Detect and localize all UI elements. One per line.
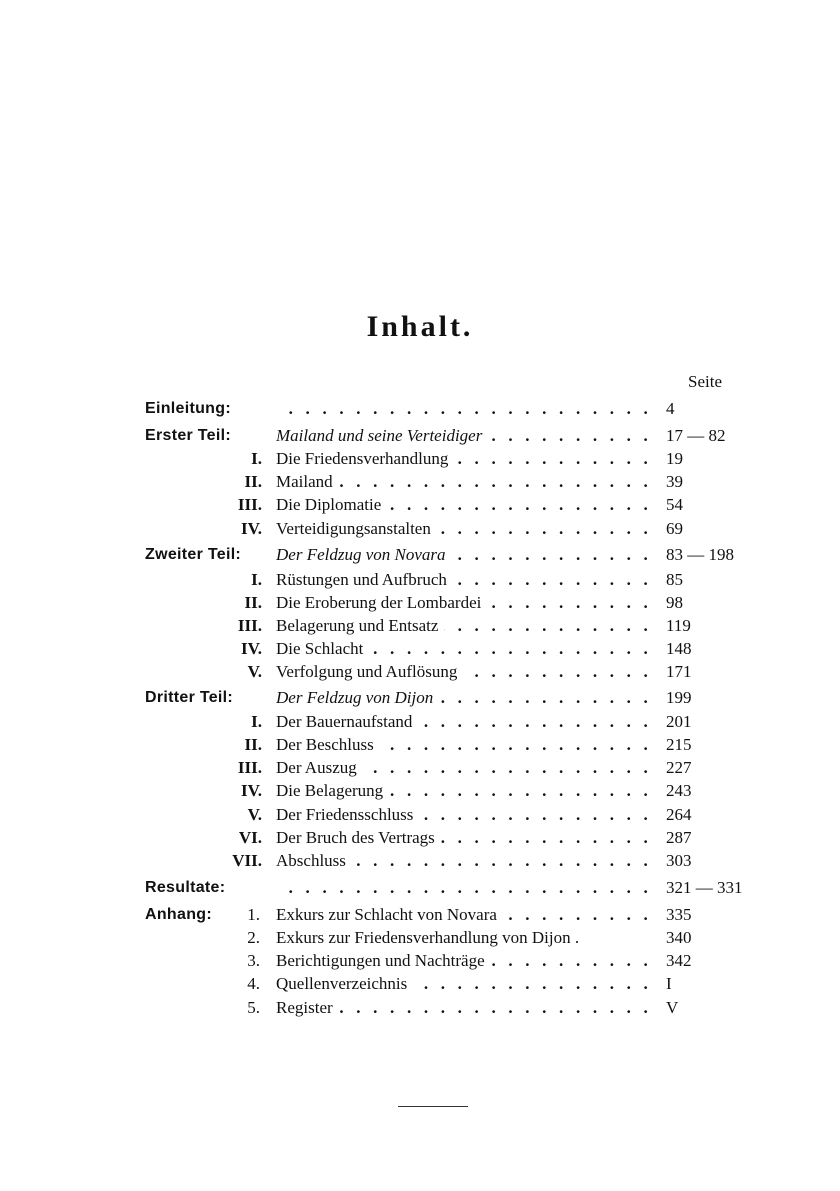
toc-page-number: 17 — 82 xyxy=(666,426,726,445)
toc-entry-title: Der Bauernaufstand xyxy=(276,712,418,731)
toc-row xyxy=(0,661,840,683)
toc-page-number: 83 — 198 xyxy=(666,545,734,564)
toc-chapter-number: II. xyxy=(244,735,262,754)
toc-page-number: 199 xyxy=(666,688,692,707)
toc-page-number: 4 xyxy=(666,399,675,418)
toc-row xyxy=(0,448,840,470)
toc-entry xyxy=(276,592,652,614)
toc-page-number: 54 xyxy=(666,495,683,514)
toc-entry-title: Rüstungen und Aufbruch xyxy=(276,570,453,589)
toc-row xyxy=(0,877,840,899)
toc-entry xyxy=(276,544,652,566)
toc-entry xyxy=(276,661,652,683)
toc-chapter-number: 1. xyxy=(247,905,260,924)
toc-page-number: 342 xyxy=(666,951,692,970)
toc-entry xyxy=(276,927,585,949)
toc-chapter-number: III. xyxy=(237,616,262,635)
toc-page-number: 98 xyxy=(666,593,683,612)
toc-row xyxy=(0,638,840,660)
toc-entry-title: Berichtigungen und Nachträge xyxy=(276,951,491,970)
toc-page-number: I xyxy=(666,974,672,993)
toc-entry xyxy=(276,973,652,995)
toc-page-number: 243 xyxy=(666,781,692,800)
toc-chapter-number: 2. xyxy=(247,928,260,947)
toc-page-number: 340 xyxy=(666,928,692,947)
toc-entry-title xyxy=(270,878,276,897)
toc-entry xyxy=(270,877,652,899)
toc-chapter-number: III. xyxy=(237,495,262,514)
toc-chapter-number: IV. xyxy=(241,781,262,800)
toc-page-number: 119 xyxy=(666,616,691,635)
toc-entry xyxy=(276,780,652,802)
toc-row xyxy=(0,757,840,779)
toc-chapter-number: V. xyxy=(247,805,262,824)
toc-entry-title: Belagerung und Entsatz xyxy=(276,616,444,635)
toc-entry xyxy=(270,398,652,420)
toc-page-number: 201 xyxy=(666,712,692,731)
toc-page-number: 148 xyxy=(666,639,692,658)
toc-page-number: 171 xyxy=(666,662,692,681)
toc-entry-title: Mailand xyxy=(276,472,339,491)
toc-entry xyxy=(276,615,652,637)
toc-row xyxy=(0,827,840,849)
toc-entry-title: Der Feldzug von Novara xyxy=(276,545,452,564)
toc-chapter-number: 3. xyxy=(247,951,260,970)
toc-page-number: 85 xyxy=(666,570,683,589)
toc-row xyxy=(0,927,840,949)
toc-page-number: 227 xyxy=(666,758,692,777)
toc-chapter-number: IV. xyxy=(241,519,262,538)
toc-row xyxy=(0,950,840,972)
toc-entry-title xyxy=(270,399,276,418)
toc-entry-title: Exkurs zur Friedensverhandlung von Dijon . xyxy=(276,928,585,947)
page-title: Inhalt. xyxy=(366,310,474,343)
toc-page-number: 287 xyxy=(666,828,692,847)
toc-chapter-number: I. xyxy=(251,712,262,731)
toc-entry-title: Der Friedensschluss xyxy=(276,805,419,824)
toc-page-number: 321 — 331 xyxy=(666,878,743,897)
toc-entry xyxy=(276,687,652,709)
toc-entry-title: Der Feldzug von Dijon xyxy=(276,688,439,707)
toc-row xyxy=(0,471,840,493)
toc-page-number: 39 xyxy=(666,472,683,491)
toc-entry-title: Der Bruch des Vertrags xyxy=(276,828,441,847)
toc-section-label: Dritter Teil: xyxy=(145,689,234,706)
toc-entry-title: Die Belagerung xyxy=(276,781,389,800)
toc-chapter-number: VII. xyxy=(232,851,262,870)
toc-page-number: V xyxy=(666,998,679,1017)
toc-entry-title: Verteidigungsanstalten xyxy=(276,519,437,538)
toc-row xyxy=(0,615,840,637)
toc-row xyxy=(0,518,840,540)
toc-chapter-number: IV. xyxy=(241,639,262,658)
toc-entry-title: Abschluss xyxy=(276,851,352,870)
toc-entry-title: Verfolgung und Auflösung xyxy=(276,662,463,681)
toc-entry-title: Der Auszug xyxy=(276,758,363,777)
toc-page-number: 335 xyxy=(666,905,692,924)
toc-section-label: Erster Teil: xyxy=(145,427,231,444)
toc-entry xyxy=(276,997,652,1019)
toc-chapter-number: 4. xyxy=(247,974,260,993)
toc-page-number: 69 xyxy=(666,519,683,538)
toc-entry-title: Register xyxy=(276,998,339,1017)
toc-entry-title: Die Schlacht xyxy=(276,639,369,658)
toc-chapter-number: VI. xyxy=(238,828,262,847)
toc-entry-title: Die Eroberung der Lombardei xyxy=(276,593,487,612)
toc-entry-title: Die Diplomatie xyxy=(276,495,387,514)
toc-section-label: Resultate: xyxy=(145,879,226,896)
toc-entry xyxy=(276,471,652,493)
toc-entry xyxy=(276,904,652,926)
toc-entry-title: Die Friedensverhandlung xyxy=(276,449,454,468)
toc-row xyxy=(0,425,840,447)
toc-row xyxy=(0,904,840,926)
toc-chapter-number: I. xyxy=(251,570,262,589)
toc-row xyxy=(0,780,840,802)
toc-entry xyxy=(276,494,652,516)
page-column-header: Seite xyxy=(688,372,722,391)
toc-row xyxy=(0,569,840,591)
toc-row xyxy=(0,850,840,872)
toc-entry xyxy=(276,638,652,660)
toc-entry-title: Mailand und seine Verteidiger xyxy=(276,426,488,445)
toc-row xyxy=(0,544,840,566)
toc-row xyxy=(0,494,840,516)
toc-entry xyxy=(276,734,652,756)
toc-entry xyxy=(276,950,652,972)
toc-row xyxy=(0,997,840,1019)
toc-entry-title: Quellenverzeichnis xyxy=(276,974,413,993)
toc-chapter-number: III. xyxy=(237,758,262,777)
toc-page-number: 264 xyxy=(666,805,692,824)
toc-entry xyxy=(276,425,652,447)
toc-row xyxy=(0,398,840,420)
toc-chapter-number: II. xyxy=(244,593,262,612)
toc-entry xyxy=(276,518,652,540)
toc-entry-title: Der Beschluss xyxy=(276,735,380,754)
toc-entry xyxy=(276,757,652,779)
toc-entry-title: Exkurs zur Schlacht von Novara xyxy=(276,905,503,924)
toc-entry xyxy=(276,569,652,591)
toc-page-number: 19 xyxy=(666,449,683,468)
toc-row xyxy=(0,973,840,995)
toc-entry xyxy=(276,850,652,872)
bottom-rule xyxy=(398,1106,468,1107)
toc-row xyxy=(0,711,840,733)
toc-section-label: Zweiter Teil: xyxy=(145,546,242,563)
toc-entry xyxy=(276,711,652,733)
toc-row xyxy=(0,804,840,826)
toc-chapter-number: V. xyxy=(247,662,262,681)
toc-entry xyxy=(276,448,652,470)
toc-chapter-number: I. xyxy=(251,449,262,468)
toc-page-number: 215 xyxy=(666,735,692,754)
toc-row xyxy=(0,687,840,709)
toc-chapter-number: 5. xyxy=(247,998,260,1017)
toc-section-label: Einleitung: xyxy=(145,400,231,417)
toc-row xyxy=(0,592,840,614)
toc-entry xyxy=(276,827,652,849)
toc-chapter-number: II. xyxy=(244,472,262,491)
toc-entry xyxy=(276,804,652,826)
toc-row xyxy=(0,734,840,756)
toc-page-number: 303 xyxy=(666,851,692,870)
toc-section-label: Anhang: xyxy=(145,906,212,923)
